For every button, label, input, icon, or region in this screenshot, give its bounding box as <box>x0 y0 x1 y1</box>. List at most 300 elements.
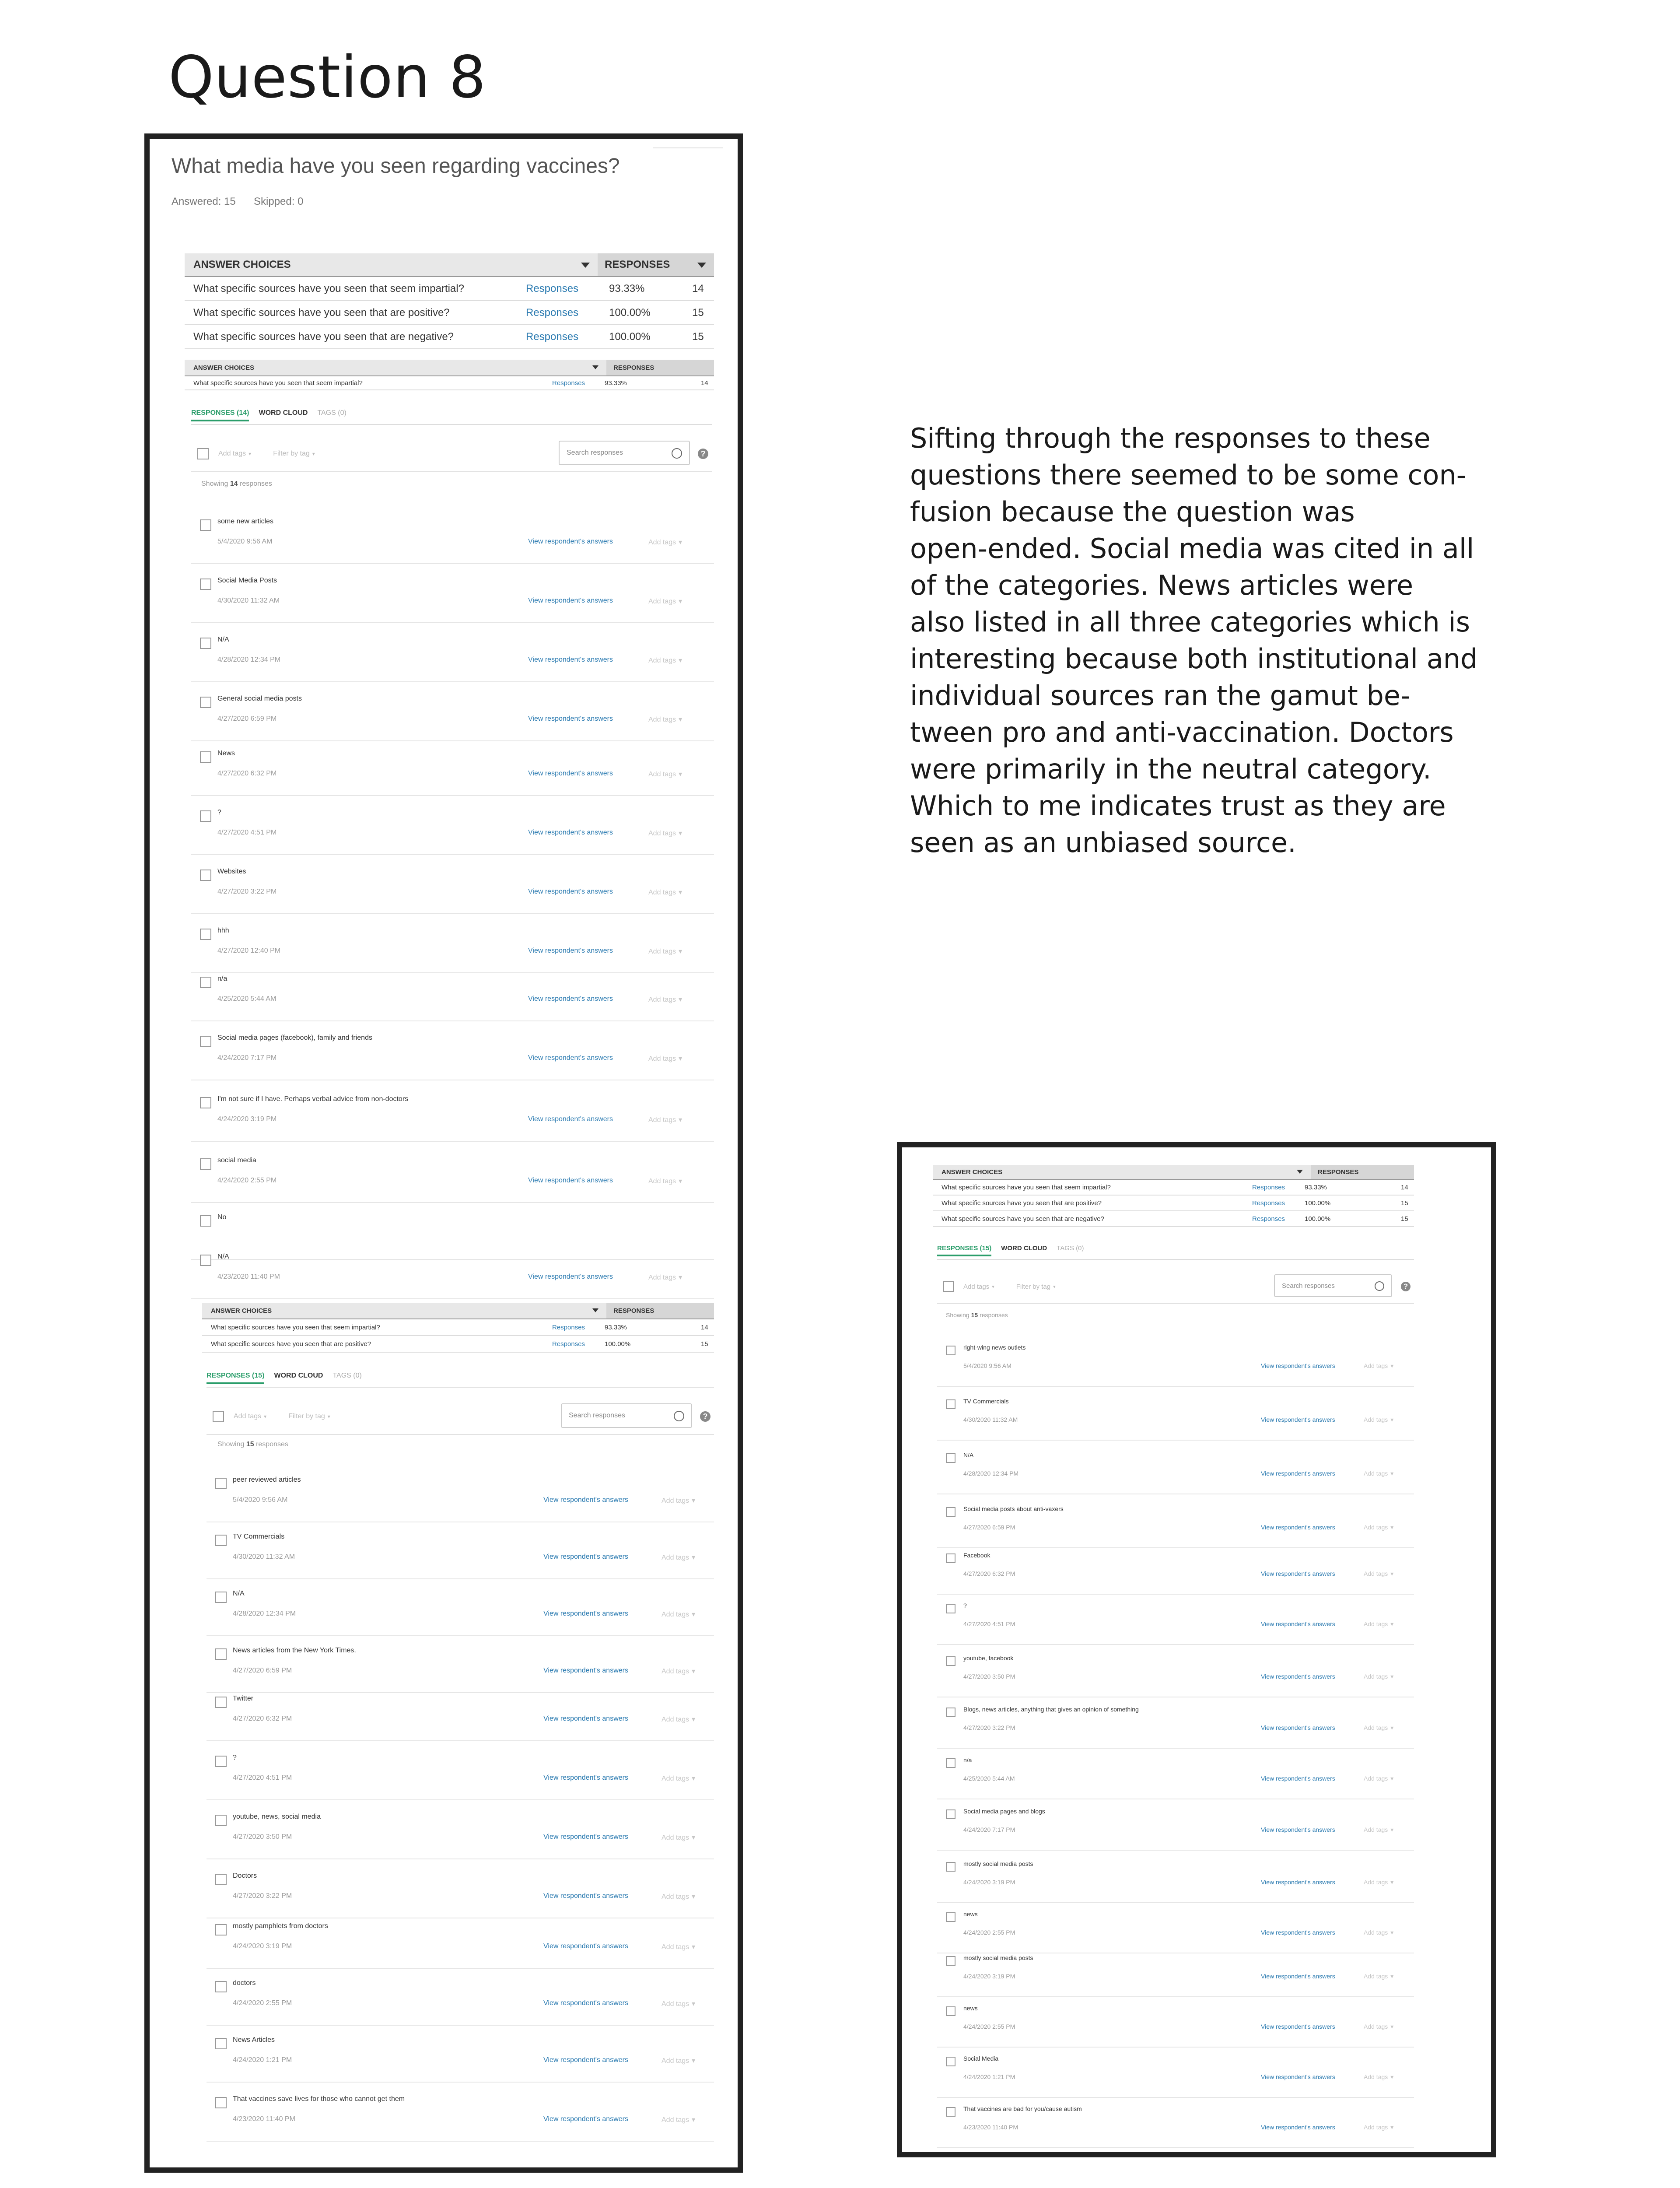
search-input[interactable] <box>561 1403 692 1428</box>
add-tags-dropdown[interactable]: Add tags <box>234 1413 262 1420</box>
add-tags-dropdown[interactable] <box>1364 1673 1393 1680</box>
response-date: 4/30/2020 11:32 AM <box>963 1416 1018 1423</box>
add-tags-dropdown[interactable] <box>1364 1470 1393 1477</box>
search-input[interactable] <box>1274 1274 1392 1297</box>
chevron-down-icon: ▾ <box>679 539 682 546</box>
response-checkbox[interactable] <box>200 1158 211 1170</box>
responses-column[interactable]: RESPONSES <box>1311 1165 1414 1179</box>
response-checkbox[interactable] <box>200 929 211 940</box>
view-respondent-answers-link[interactable]: View respondent's answers <box>528 538 613 545</box>
responses-link[interactable]: Responses <box>526 306 579 319</box>
add-tags-dropdown[interactable] <box>648 656 682 665</box>
response-checkbox[interactable] <box>215 1592 227 1603</box>
add-tags-dropdown[interactable] <box>662 1496 695 1505</box>
response-row <box>937 1541 1414 1595</box>
view-respondent-answers-link[interactable]: View respondent's answers <box>528 1054 613 1062</box>
response-checkbox[interactable] <box>946 1862 956 1872</box>
chevron-down-icon: ▾ <box>679 889 682 896</box>
response-checkbox[interactable] <box>215 1924 227 1936</box>
add-tags-dropdown[interactable] <box>662 2115 695 2124</box>
showing-count <box>201 480 272 488</box>
chevron-down-icon: ▾ <box>1390 1470 1394 1477</box>
add-tags-dropdown[interactable]: Add tags <box>218 450 246 457</box>
showing-label: Showing <box>946 1311 970 1318</box>
responses-link[interactable]: Responses <box>552 1340 585 1348</box>
view-respondent-answers-link[interactable]: View respondent's answers <box>528 656 613 663</box>
response-text: News Articles <box>233 2036 275 2044</box>
tab-tags[interactable]: TAGS (0) <box>1057 1245 1084 1252</box>
chevron-down-icon: ▾ <box>264 1413 267 1420</box>
response-date: 4/25/2020 5:44 AM <box>217 995 276 1003</box>
add-tags-dropdown[interactable] <box>662 1833 695 1842</box>
response-checkbox[interactable] <box>215 2097 227 2108</box>
response-checkbox[interactable] <box>215 1697 227 1708</box>
response-percent: 100.00% <box>1305 1199 1331 1207</box>
showing-label: Showing <box>217 1441 245 1448</box>
help-icon[interactable]: ? <box>1401 1282 1410 1291</box>
response-percent: 93.33% <box>1305 1183 1327 1191</box>
response-row <box>191 506 714 564</box>
response-text: youtube, facebook <box>963 1655 1014 1662</box>
view-respondent-answers-link[interactable]: View respondent's answers <box>543 1999 628 2007</box>
response-text: some new articles <box>217 518 274 525</box>
response-checkbox[interactable] <box>946 1956 956 1966</box>
response-date: 4/30/2020 11:32 AM <box>217 597 280 604</box>
view-respondent-answers-link[interactable]: View respondent's answers <box>528 770 613 777</box>
response-checkbox[interactable] <box>946 1656 956 1666</box>
view-respondent-answers-link[interactable]: View respondent's answers <box>528 1115 613 1123</box>
search-icon <box>1375 1281 1384 1291</box>
view-respondent-answers-link[interactable]: View respondent's answers <box>543 1553 628 1560</box>
response-text: Blogs, news articles, anything that gives an opinion of something <box>963 1706 1139 1713</box>
add-tags-dropdown[interactable] <box>648 1054 682 1063</box>
showing-number: 15 <box>246 1441 254 1448</box>
commentary-line: Which to me indicates trust as they are <box>910 790 1446 822</box>
add-tags-dropdown[interactable] <box>648 538 682 547</box>
tab-word-cloud[interactable]: WORD CLOUD <box>1001 1245 1047 1252</box>
commentary-line: fusion because the question was <box>910 496 1355 528</box>
response-checkbox[interactable] <box>946 1604 956 1613</box>
chevron-down-icon: ▾ <box>692 2057 696 2065</box>
response-checkbox[interactable] <box>200 751 211 763</box>
add-tags-dropdown[interactable] <box>1364 2073 1393 2081</box>
add-tags-dropdown[interactable] <box>662 1610 695 1619</box>
filter-by-tag-dropdown[interactable]: Filter by tag <box>273 450 310 457</box>
add-tags-label: Add tags <box>648 830 676 837</box>
response-text: mostly social media posts <box>963 1860 1033 1867</box>
chevron-down-icon: ▾ <box>692 1834 696 1841</box>
response-date: 4/24/2020 3:19 PM <box>217 1115 277 1123</box>
responses-column[interactable]: RESPONSES <box>606 1303 714 1318</box>
answer-choice-row <box>185 376 714 390</box>
view-respondent-answers-link[interactable]: View respondent's answers <box>1261 1724 1335 1731</box>
add-tags-dropdown[interactable] <box>662 1715 695 1724</box>
answer-choices-column[interactable]: ANSWER CHOICES <box>933 1168 1311 1176</box>
responses-column[interactable]: RESPONSES <box>598 253 714 276</box>
add-tags-dropdown[interactable] <box>1364 1973 1393 1980</box>
view-respondent-answers-link[interactable]: View respondent's answers <box>1261 1470 1335 1477</box>
response-text: News <box>217 750 235 757</box>
response-checkbox[interactable] <box>200 638 211 649</box>
view-respondent-answers-link[interactable]: View respondent's answers <box>528 888 613 895</box>
add-tags-label: Add tags <box>648 889 676 896</box>
view-respondent-answers-link[interactable]: View respondent's answers <box>543 1715 628 1722</box>
add-tags-dropdown[interactable] <box>648 995 682 1004</box>
response-checkbox[interactable] <box>946 1346 956 1355</box>
responses-column[interactable]: RESPONSES <box>606 360 714 375</box>
view-respondent-answers-link[interactable]: View respondent's answers <box>543 1667 628 1674</box>
response-tabs <box>937 1245 1414 1260</box>
add-tags-label: Add tags <box>648 1178 676 1185</box>
view-respondent-answers-link[interactable]: View respondent's answers <box>1261 2073 1335 2080</box>
view-respondent-answers-link[interactable]: View respondent's answers <box>543 1774 628 1781</box>
commentary-line: of the categories. News articles were <box>910 569 1414 601</box>
view-respondent-answers-link[interactable]: View respondent's answers <box>528 715 613 722</box>
response-date: 5/4/2020 9:56 AM <box>233 1496 288 1504</box>
filter-by-tag-dropdown[interactable]: Filter by tag <box>1016 1283 1051 1290</box>
add-tags-dropdown[interactable] <box>1364 2023 1393 2030</box>
view-respondent-answers-link[interactable]: View respondent's answers <box>543 2115 628 2123</box>
responses-link[interactable]: Responses <box>552 1323 585 1331</box>
response-text: ? <box>963 1602 967 1609</box>
response-row <box>191 565 714 623</box>
select-all-checkbox[interactable] <box>943 1281 954 1292</box>
chevron-down-icon: ▾ <box>679 830 682 837</box>
add-tags-label: Add tags <box>662 1668 690 1675</box>
tab-responses[interactable]: RESPONSES (15) <box>937 1245 992 1252</box>
response-checkbox[interactable] <box>215 1981 227 1992</box>
view-respondent-answers-link[interactable]: View respondent's answers <box>1261 1775 1335 1782</box>
add-tags-dropdown[interactable] <box>648 1273 682 1282</box>
responses-link[interactable]: Responses <box>1252 1199 1285 1207</box>
response-count: 14 <box>701 379 708 387</box>
add-tags-dropdown[interactable] <box>648 947 682 956</box>
response-checkbox[interactable] <box>215 1815 227 1826</box>
response-checkbox[interactable] <box>215 1648 227 1660</box>
select-all-checkbox[interactable] <box>213 1411 224 1422</box>
add-tags-dropdown[interactable] <box>1364 1929 1393 1936</box>
chevron-down-icon: ▾ <box>692 1497 696 1504</box>
view-respondent-answers-link[interactable]: View respondent's answers <box>1261 1673 1335 1680</box>
view-respondent-answers-link[interactable]: View respondent's answers <box>1261 2023 1335 2030</box>
commentary-line: questions there seemed to be some con- <box>910 459 1466 491</box>
response-date: 4/24/2020 3:19 PM <box>233 1943 292 1950</box>
response-text: News articles from the New York Times. <box>233 1647 356 1654</box>
response-row <box>206 2084 714 2142</box>
response-row <box>191 1145 714 1203</box>
showing-suffix: responses <box>240 480 272 487</box>
response-text: ? <box>233 1754 237 1761</box>
add-tags-dropdown[interactable] <box>662 1553 695 1562</box>
add-tags-dropdown[interactable]: Add tags <box>963 1283 990 1290</box>
chevron-down-icon: ▾ <box>679 996 682 1003</box>
response-checkbox[interactable] <box>946 1453 956 1463</box>
tab-word-cloud[interactable]: WORD CLOUD <box>274 1372 323 1379</box>
add-tags-label: Add tags <box>648 539 676 546</box>
help-icon[interactable]: ? <box>698 449 708 459</box>
response-checkbox[interactable] <box>946 1912 956 1922</box>
response-checkbox[interactable] <box>200 977 211 988</box>
chevron-down-icon: ▾ <box>1053 1284 1056 1290</box>
view-respondent-answers-link[interactable]: View respondent's answers <box>1261 2124 1335 2131</box>
chevron-down-icon: ▾ <box>692 2000 696 2008</box>
view-respondent-answers-link[interactable]: View respondent's answers <box>543 1833 628 1841</box>
answer-choice-row <box>202 1336 714 1353</box>
response-checkbox[interactable] <box>200 1255 211 1266</box>
tab-tags[interactable]: TAGS (0) <box>332 1372 362 1379</box>
chevron-down-icon: ▾ <box>679 657 682 664</box>
view-respondent-answers-link[interactable]: View respondent's answers <box>1261 1570 1335 1577</box>
response-row <box>191 624 714 682</box>
add-tags-label: Add tags <box>648 1116 676 1124</box>
response-checkbox[interactable] <box>946 2107 956 2117</box>
response-row <box>206 1522 714 1579</box>
view-respondent-answers-link[interactable]: View respondent's answers <box>528 1273 613 1280</box>
view-respondent-answers-link[interactable]: View respondent's answers <box>1261 1879 1335 1886</box>
response-count: 15 <box>1401 1215 1408 1223</box>
responses-link[interactable]: Responses <box>526 282 579 295</box>
view-respondent-answers-link[interactable]: View respondent's answers <box>528 829 613 836</box>
response-text: Social media posts about anti-vaxers <box>963 1505 1064 1512</box>
answer-choice-label: What specific sources have you seen that are positive? <box>211 1340 371 1348</box>
response-text: news <box>963 1911 978 1918</box>
response-text: N/A <box>233 1590 245 1597</box>
add-tags-dropdown[interactable] <box>1364 1620 1393 1628</box>
add-tags-dropdown[interactable] <box>1364 1775 1393 1782</box>
add-tags-label: Add tags <box>648 771 676 778</box>
add-tags-dropdown[interactable] <box>648 597 682 606</box>
response-toolbar <box>937 1270 1414 1304</box>
add-tags-dropdown[interactable] <box>1364 1524 1393 1531</box>
responses-link[interactable]: Responses <box>552 379 585 387</box>
view-respondent-answers-link[interactable]: View respondent's answers <box>1261 1929 1335 1936</box>
add-tags-label: Add tags <box>1364 1879 1388 1886</box>
view-respondent-answers-link[interactable]: View respondent's answers <box>1261 1826 1335 1833</box>
response-checkbox[interactable] <box>946 1553 956 1563</box>
view-respondent-answers-link[interactable]: View respondent's answers <box>543 1892 628 1900</box>
response-date: 4/27/2020 6:59 PM <box>217 715 277 722</box>
commentary-line: seen as an unbiased source. <box>910 827 1296 859</box>
response-row <box>937 1333 1414 1387</box>
add-tags-label: Add tags <box>662 1611 690 1618</box>
tab-responses[interactable]: RESPONSES (14) <box>191 409 249 417</box>
chevron-down-icon: ▾ <box>692 1554 696 1561</box>
view-respondent-answers-link[interactable]: View respondent's answers <box>1261 1362 1335 1369</box>
add-tags-dropdown[interactable] <box>648 715 682 724</box>
search-input[interactable] <box>559 441 690 465</box>
response-row <box>206 1802 714 1859</box>
responses-link[interactable]: Responses <box>1252 1183 1285 1191</box>
response-checkbox[interactable] <box>215 1478 227 1489</box>
add-tags-label: Add tags <box>1364 1775 1388 1782</box>
chevron-down-icon <box>592 1308 598 1312</box>
response-checkbox[interactable] <box>200 1097 211 1108</box>
view-respondent-answers-link[interactable]: View respondent's answers <box>543 1610 628 1617</box>
tab-tags[interactable]: TAGS (0) <box>317 409 346 417</box>
add-tags-dropdown[interactable] <box>662 1892 695 1901</box>
view-respondent-answers-link[interactable]: View respondent's answers <box>528 1177 613 1184</box>
response-date: 4/24/2020 7:17 PM <box>963 1826 1015 1833</box>
answer-choices-table <box>185 253 714 349</box>
responses-link[interactable]: Responses <box>526 330 579 343</box>
response-checkbox[interactable] <box>946 1708 956 1717</box>
chevron-down-icon: ▾ <box>679 1116 682 1124</box>
response-checkbox[interactable] <box>946 2006 956 2016</box>
chevron-down-icon: ▾ <box>679 1055 682 1062</box>
response-date: 4/24/2020 2:55 PM <box>963 1929 1015 1936</box>
chevron-down-icon: ▾ <box>1390 2124 1394 2131</box>
answer-choices-column[interactable]: ANSWER CHOICES <box>202 1307 606 1315</box>
response-checkbox[interactable] <box>946 2057 956 2066</box>
response-row <box>206 1968 714 2026</box>
response-checkbox[interactable] <box>946 1399 956 1409</box>
response-checkbox[interactable] <box>215 2038 227 2049</box>
response-row <box>937 1746 1414 1799</box>
response-row <box>206 1861 714 1918</box>
response-date: 4/27/2020 3:50 PM <box>233 1833 292 1841</box>
answer-choice-label: What specific sources have you seen that seem impartial? <box>193 282 464 295</box>
response-row <box>937 1495 1414 1548</box>
commentary-line: tween pro and anti-vaccination. Doctors <box>910 716 1454 748</box>
response-checkbox[interactable] <box>200 697 211 708</box>
add-tags-dropdown[interactable] <box>648 829 682 838</box>
view-respondent-answers-link[interactable]: View respondent's answers <box>1261 1973 1335 1980</box>
add-tags-label: Add tags <box>648 996 676 1003</box>
view-respondent-answers-link[interactable]: View respondent's answers <box>1261 1416 1335 1423</box>
add-tags-dropdown[interactable] <box>1364 1570 1393 1578</box>
view-respondent-answers-link[interactable]: View respondent's answers <box>543 2056 628 2064</box>
response-checkbox[interactable] <box>946 1507 956 1517</box>
response-checkbox[interactable] <box>200 519 211 531</box>
chevron-down-icon: ▾ <box>692 1668 696 1675</box>
add-tags-dropdown[interactable] <box>1364 1416 1393 1424</box>
showing-count <box>217 1441 288 1448</box>
answered-count: Answered: 15 <box>172 196 236 207</box>
response-row <box>937 1695 1414 1749</box>
showing-label: Showing <box>201 480 228 487</box>
filter-by-tag-dropdown[interactable]: Filter by tag <box>288 1413 325 1420</box>
response-count: 15 <box>1401 1199 1408 1207</box>
chevron-down-icon: ▾ <box>327 1413 330 1420</box>
response-row <box>191 1023 714 1080</box>
answer-choices-header <box>185 253 714 277</box>
chevron-down-icon: ▾ <box>1390 1524 1394 1531</box>
response-checkbox[interactable] <box>200 1036 211 1047</box>
add-tags-label: Add tags <box>1364 1416 1388 1423</box>
response-checkbox[interactable] <box>215 1874 227 1885</box>
response-row <box>937 1441 1414 1494</box>
add-tags-dropdown[interactable] <box>662 1943 695 1951</box>
response-checkbox[interactable] <box>215 1535 227 1546</box>
view-respondent-answers-link[interactable]: View respondent's answers <box>528 995 613 1003</box>
add-tags-dropdown[interactable] <box>1364 1879 1393 1886</box>
response-text: peer reviewed articles <box>233 1476 301 1483</box>
response-checkbox[interactable] <box>215 1756 227 1767</box>
chevron-down-icon: ▾ <box>679 598 682 605</box>
help-icon[interactable]: ? <box>700 1411 710 1422</box>
chevron-down-icon: ▾ <box>1390 1775 1394 1782</box>
add-tags-label: Add tags <box>662 2116 690 2124</box>
response-checkbox[interactable] <box>200 870 211 881</box>
answer-choices-column[interactable]: ANSWER CHOICES <box>185 259 598 271</box>
response-percent: 93.33% <box>609 282 645 295</box>
answer-choice-label: What specific sources have you seen that are negative? <box>193 330 454 343</box>
add-tags-dropdown[interactable] <box>648 770 682 778</box>
response-date: 4/24/2020 3:19 PM <box>963 1973 1015 1980</box>
add-tags-label: Add tags <box>662 1716 690 1723</box>
response-date: 4/27/2020 3:22 PM <box>233 1892 292 1900</box>
add-tags-dropdown[interactable] <box>648 888 682 897</box>
view-respondent-answers-link[interactable]: View respondent's answers <box>528 947 613 954</box>
add-tags-dropdown[interactable] <box>1364 2124 1393 2131</box>
add-tags-dropdown[interactable] <box>1364 1724 1393 1732</box>
response-date: 4/23/2020 11:40 PM <box>217 1273 280 1280</box>
add-tags-dropdown[interactable] <box>1364 1362 1393 1370</box>
add-tags-dropdown[interactable] <box>648 1115 682 1124</box>
response-checkbox[interactable] <box>200 579 211 590</box>
search-icon <box>672 448 682 459</box>
add-tags-label: Add tags <box>1364 2073 1388 2080</box>
add-tags-dropdown[interactable] <box>648 1177 682 1185</box>
response-date: 4/27/2020 6:32 PM <box>233 1715 292 1722</box>
response-row <box>206 1578 714 1636</box>
response-checkbox[interactable] <box>946 1758 956 1768</box>
response-checkbox[interactable] <box>200 1215 211 1227</box>
response-text: Social media pages and blogs <box>963 1808 1045 1815</box>
response-row <box>206 1743 714 1800</box>
response-date: 4/27/2020 4:51 PM <box>217 829 277 836</box>
view-respondent-answers-link[interactable]: View respondent's answers <box>543 1943 628 1950</box>
chevron-down-icon: ▾ <box>692 1716 696 1723</box>
response-text: I'm not sure if I have. Perhaps verbal advice from non-doctors <box>217 1095 409 1103</box>
add-tags-dropdown[interactable] <box>1364 1826 1393 1834</box>
response-percent: 100.00% <box>609 330 651 343</box>
response-checkbox[interactable] <box>200 810 211 822</box>
add-tags-label: Add tags <box>662 1775 690 1782</box>
tab-responses[interactable]: RESPONSES (15) <box>206 1372 265 1379</box>
responses-link[interactable]: Responses <box>1252 1215 1285 1223</box>
showing-number: 15 <box>971 1311 978 1318</box>
add-tags-label: Add tags <box>648 948 676 955</box>
chevron-down-icon <box>697 263 706 268</box>
chevron-down-icon: ▾ <box>1390 1416 1394 1423</box>
view-respondent-answers-link[interactable]: View respondent's answers <box>528 597 613 604</box>
chevron-down-icon: ▾ <box>692 1775 696 1782</box>
response-text: youtube, news, social media <box>233 1813 321 1820</box>
answer-choice-label: What specific sources have you seen that are positive? <box>193 306 450 319</box>
response-tabs <box>206 1372 714 1388</box>
view-respondent-answers-link[interactable]: View respondent's answers <box>1261 1620 1335 1627</box>
answer-choices-table-compact <box>185 360 714 390</box>
view-respondent-answers-link[interactable]: View respondent's answers <box>1261 1524 1335 1531</box>
select-all-checkbox[interactable] <box>197 448 209 459</box>
add-tags-dropdown[interactable] <box>662 1774 695 1783</box>
response-date: 5/4/2020 9:56 AM <box>217 538 273 545</box>
add-tags-dropdown[interactable] <box>662 1667 695 1676</box>
answer-choices-header <box>185 360 714 376</box>
view-respondent-answers-link[interactable]: View respondent's answers <box>543 1496 628 1504</box>
add-tags-label: Add tags <box>1364 1826 1388 1833</box>
chevron-down-icon: ▾ <box>1390 1620 1394 1627</box>
response-checkbox[interactable] <box>946 1809 956 1819</box>
add-tags-dropdown[interactable] <box>662 1999 695 2008</box>
response-date: 4/27/2020 12:40 PM <box>217 947 281 954</box>
chevron-down-icon: ▾ <box>679 948 682 955</box>
tab-word-cloud[interactable]: WORD CLOUD <box>259 409 308 417</box>
response-text: ? <box>217 809 221 816</box>
answer-choices-column[interactable]: ANSWER CHOICES <box>185 364 606 372</box>
add-tags-dropdown[interactable] <box>662 2056 695 2065</box>
